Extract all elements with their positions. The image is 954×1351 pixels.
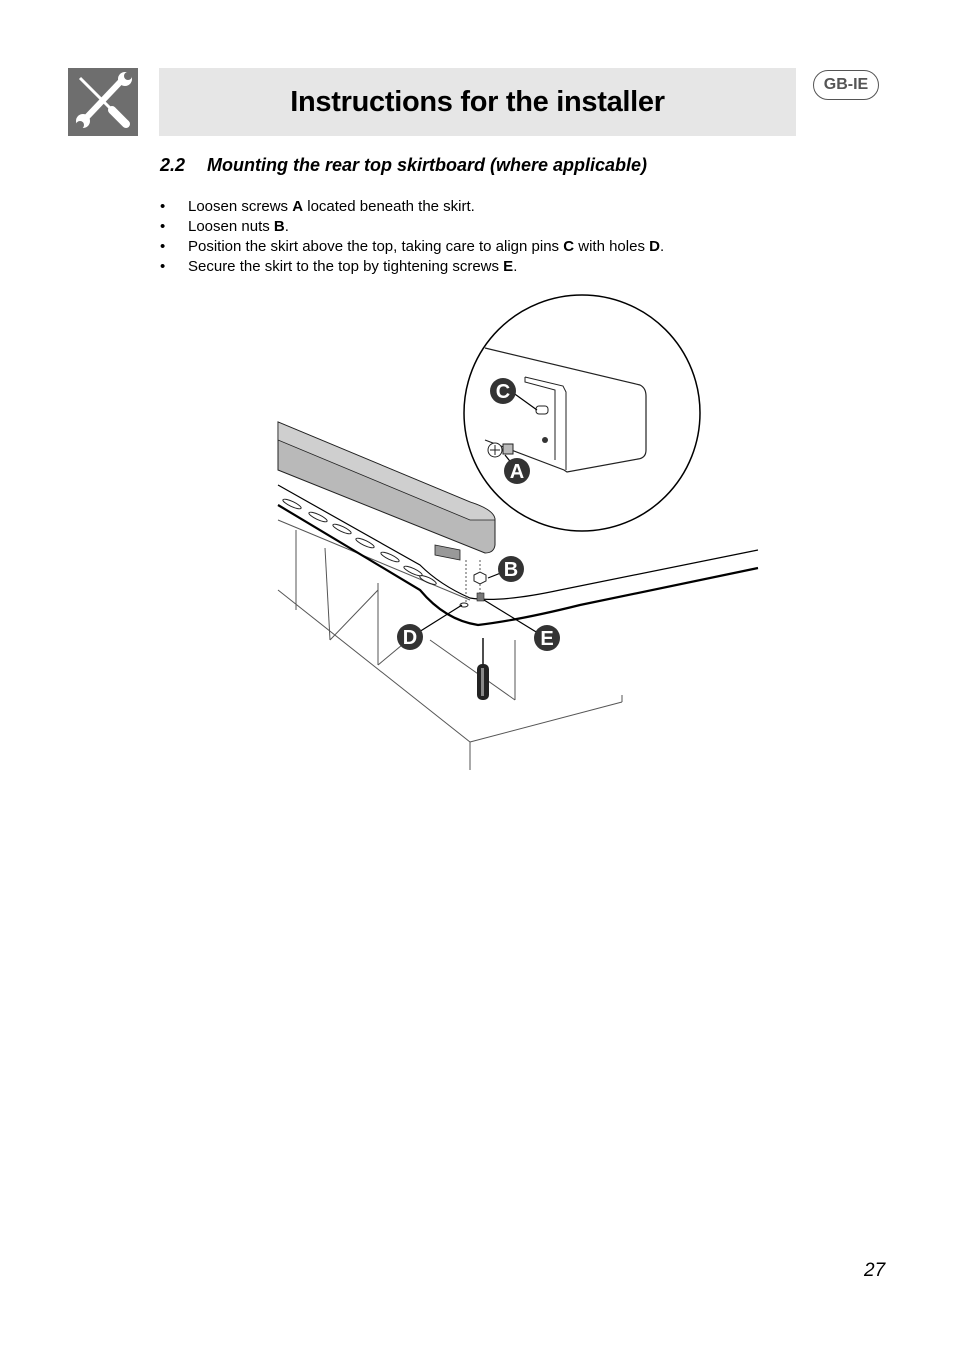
page-title: Instructions for the installer: [290, 85, 665, 118]
step-letter: A: [292, 198, 304, 215]
step-text: Secure the skirt to the top by tightening screws: [188, 258, 504, 275]
tools-icon: [68, 68, 138, 136]
header-bar: [159, 68, 796, 136]
step-letter: B: [273, 218, 285, 235]
list-item: [160, 197, 664, 217]
label-e: E: [540, 628, 554, 650]
step-text: Position the skirt above the top, taking care to align pins: [188, 238, 564, 255]
steps-list: [160, 197, 664, 277]
label-c: C: [495, 381, 511, 403]
list-item: [160, 257, 664, 277]
section-title: Mounting the rear top skirtboard (where applicable): [207, 155, 648, 175]
step-letter: E: [503, 258, 514, 275]
bullet: •: [160, 238, 166, 255]
section-number: 2.2: [160, 155, 186, 175]
section-heading: [160, 155, 647, 176]
bullet: •: [160, 218, 166, 235]
bullet: •: [160, 258, 166, 275]
detail-inset: [464, 295, 700, 531]
bullet: •: [160, 198, 166, 215]
step-text: .: [513, 258, 518, 275]
step-text: Loosen screws: [188, 198, 293, 215]
label-b: B: [503, 559, 519, 581]
step-letter: D: [649, 238, 660, 255]
screwdriver-icon: [477, 638, 489, 700]
skirtboard-illustration: [276, 293, 760, 770]
skirtboard: [278, 422, 495, 560]
step-text: Loosen nuts: [188, 218, 274, 235]
language-badge: GB-IE: [813, 70, 879, 100]
step-text: with holes: [574, 238, 650, 255]
list-item: [160, 237, 664, 257]
page-number: 27: [864, 1260, 886, 1281]
label-a: A: [509, 461, 525, 483]
step-letter: C: [563, 238, 575, 255]
step-text: .: [659, 238, 665, 255]
step-text: .: [284, 218, 289, 235]
list-item: [160, 217, 664, 237]
step-text: located beneath the skirt.: [303, 198, 475, 215]
label-d: D: [402, 627, 418, 649]
fasteners: [460, 560, 486, 607]
